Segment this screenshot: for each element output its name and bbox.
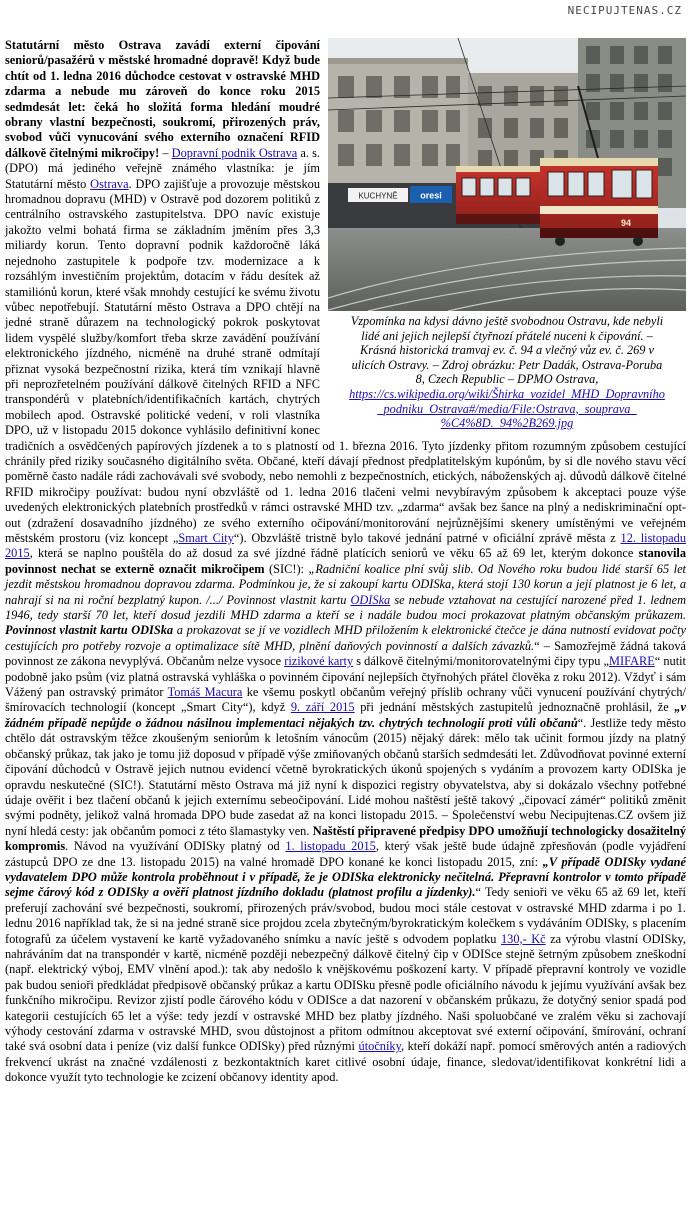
link-date-1-listopadu[interactable]: 1. listopadu 2015 bbox=[285, 839, 376, 854]
link-ostrava[interactable]: Ostrava bbox=[90, 176, 129, 191]
quote-bold-obligation: Povinnost vlastnit kartu ODISka bbox=[5, 623, 174, 638]
article-figure bbox=[328, 38, 686, 431]
tram-photo bbox=[328, 38, 686, 311]
caption-line: Vzpomínka na kdysi dávno ještě svobodnou Ostravu, kde nebyli bbox=[350, 314, 664, 328]
caption-line: Krásná historická tramvaj ev. č. 94 a vlečný vůz ev. č. 269 v bbox=[360, 343, 654, 358]
body-text: , který však ještě bude údajně zpřesňován (podle vyjádření zástupců DPO ze dne 13. listopadu 2015) na valné hromadě DPO konané ke konci listopadu 2015, zní: bbox=[5, 839, 686, 869]
caption-source-link[interactable] bbox=[349, 387, 665, 430]
link-smart-city[interactable]: Smart City bbox=[178, 531, 234, 545]
lead-paragraph: Statutární město Ostrava zavádí externí čipování seniorů/pasažérů v městské hromadné dopravě! Když bude chtít od 1. ledna 2016 důchodce cestovat v ostravské MHD zdarma a nebude mu zároveň do konce roku 2015 sedmdesát let: čeká ho složitá forma hledání moudré obrany vlastní bezpečnosti, soukromí, přirozených práv, svobod vůči vynucování svého externího označení RFID dálkově čitelnými mikročipy! bbox=[5, 38, 320, 160]
link-mifare[interactable]: MIFARE bbox=[609, 654, 655, 669]
link-date-12-listopadu[interactable]: 12. listopadu 2015 bbox=[5, 531, 686, 561]
link-130-kc[interactable]: 130,- Kč bbox=[500, 931, 546, 946]
caption-line: 8, Czech Republic – DPMO Ostrava, bbox=[415, 372, 599, 387]
body-text: při jednání městských zastupitelů jednoznačně prohlásil, že bbox=[354, 700, 675, 715]
site-watermark: NECIPUJTENAS.CZ bbox=[567, 4, 682, 17]
quote-mayor: „v žádném případě nepůjde o žádnou násilnou implementaci nějakých tzv. chytrých technologií proti vůli občanů bbox=[5, 700, 686, 730]
caption-line: lidé ani jejich nejlepší čtyřnozí přátelé nuceni k čipování. – bbox=[361, 328, 653, 343]
shop-sign-brand: oresi bbox=[420, 190, 442, 201]
body-text: “). Obzvláště tristně bylo takové jednání patrné v oficiální zprávě města z bbox=[233, 531, 621, 545]
link-tomas-macura[interactable]: Tomáš Macura bbox=[167, 685, 243, 700]
link-rizikove-karty[interactable]: rizikové karty bbox=[284, 654, 354, 669]
body-text: ke všemu poskytl občanům veřejný příslib ochrany vůči vynucení používání chytrých/šmírovacích technologií (koncept „Smart City“), když bbox=[5, 685, 686, 715]
figure-caption bbox=[328, 311, 686, 431]
body-text: “. Jestliže tedy město chtělo dát ostravským těžce zkoušeným seniorům k letošním vánocům (2015) nějaký dárek: mělo tak učinit formou jízdy na platný občanský průkaz, tak jako je tomu již doposud v případě výše zmiňovaných občanů starších sedmdesáti let. Zdůvodňovat povinné externí čipování důchodců v Ostravě jejich nutnou evidencí včetně byrokratických úkonů spojených s vydáním a provozem karty ODISka je opravdu neskutečné (SIC!). Statutární město Ostrava má již nyní k dispozici registry obyvatelstva, aby si dokázalo všechny potřebné údaje ověřit i bez tlačení občanů k jejich externímu sebeočipování. Lidé mohou naštěstí ještě takový „čipovací zámér“ politiků změnit svými podněty, jelikož valná hromada DPO bude zasedat až na konci listopadu 2015. – Společenství webu Necipujtenas.CZ ovšem již nyní hledá cesty: jak občanům pomoci z této šlamastyky ven. bbox=[5, 715, 686, 838]
body-text: za výrobu vlastní ODISky, nahráváním dat na transpondér v kartě, nicméně později nebezpečný dálkově čitelný čip v ODISce stejně šetrným způsobem zneškodní (např. elektrický výboj, EMV vlnění apod.): tak aby nedošlo k vnějškovému poškození karty. V případě přepravní kontroly ve vozidle pak budou senioři předkládat předpisově občanský průkaz a kartu ODISku přesně podle oficiálního návodu k jejímu využívání avšak bez funkčního mikročipu. Revizor zjistí podle čárového kódu v ODISce a dat nazorení v občanském průkazu, že dotyčný senior spadá pod kategorii cestujících 65 let a výše: tedy jezdí v ostravské MHD bez platby jízdného. Naši spoluobčané ve zralém věku si zachovají výhody cestování zdarma v ostravské MHD, svou důstojnost a přitom odmítnou akceptovat své externí očipování, šmírování, ochraní také svá osobní data i peníze (viz další funkce ODISky) před různými bbox=[5, 931, 686, 1054]
body-text: , kteří dokáží např. pomocí směrových antén a radiových frekvencí ukrást na značné vzdálenosti z bezkontaktních karet citlivé osobní údaje, finance, sledovat/identifikovat konkrétní lidi a dokonce využít tyto technologie ke zcizení občanovy identity apod. bbox=[5, 1039, 686, 1085]
shop-sign-kuchyne: KUCHYNĚ bbox=[358, 191, 398, 201]
quote-official: a prokazovat se jí ve vozidlech MHD přiložením k elektronické čtečce je dána nutností evidovat počty cestujících pro potřeby rozvoje a optimalizace sítě MHD, plnění daňových povinností a dalších závazků. bbox=[5, 623, 686, 653]
body-text: “ – Samozřejmě žádná taková povinnost ze zákona nevyplývá. Občanům nelze vysoce bbox=[5, 638, 687, 669]
quote-dpo-rules: „V případě ODISky vydané vydavatelem DPO může kontrola proběhnout i v případě, že je ODISka elektronicky nečitelná. Přepravní kontrolor v tomto případě sejme čárový kód z ODISky a ověří platnost jízdního dokladu (platnost profilu a jízdenky). bbox=[5, 854, 686, 900]
body-text: . Návod na využívání ODISky platný od bbox=[65, 839, 286, 854]
link-date-9-zari[interactable]: 9. září 2015 bbox=[290, 700, 355, 715]
link-odiska[interactable]: ODISka bbox=[350, 592, 391, 607]
tram-number: 94 bbox=[620, 218, 632, 228]
body-text: “ Tedy senioři ve věku 65 až 69 let, kteří preferují zachování své bezpečnosti, soukromí, přirozených práv/svobod, budou moci stále cestovat v ostravské MHD zdarma i po 1. lednu 2016 například tak, že si na jedné straně sice projdou zcela zbytečným/byrokratickým kolečkem s vydáváním ODISky, s placením fotografů za účelem vystavení ke kartě vyžadovaného snímku a navíc ještě s odvodem poplatku bbox=[5, 885, 686, 946]
body-text: “ nutit podobně jako psům (viz platná ostravská vyhláška o povinném čipování nejlepších čtyřnohých přátel člověka z roku 2012). Vždyť i sám Vážený pan ostravský primátor bbox=[5, 654, 686, 700]
caption-link-line: https://cs.wikipedia.org/wiki/Šhirka_vozidel_MHD_Dopravního bbox=[349, 386, 665, 401]
body-text: s dálkově čitelnými/monitorovatelnými čipy typu „ bbox=[353, 654, 610, 669]
quote-official: „Radniční koalice plní svůj slib. Od Nového roku budou lidé starší 65 let jezdit městskou hromadnou dopravou zdarma. Podmínkou je, že si zakoupí kartu ODISka, která stojí 130 korun a její platnost je 6 let, a nahrají si na ni roční bezplatný kupon. /.../ Povinnost vlastnit kartu bbox=[5, 561, 686, 607]
caption-line: ulicích Ostravy. – Zdroj obrázku: Petr Dadák, Ostrava-Poruba bbox=[351, 357, 663, 372]
link-utocniky[interactable]: útočníky bbox=[358, 1039, 401, 1054]
body-text: (SIC!): bbox=[264, 561, 309, 576]
bold-obligation: stanovila povinnost nechat se externě označit mikročipem bbox=[5, 546, 686, 576]
article bbox=[5, 38, 686, 1086]
caption-link-line: %C4%8D._94%2B269.jpg bbox=[440, 416, 574, 431]
bold-compromise: Naštěstí připravené předpisy DPO umožňují technologicky dosažitelný kompromis bbox=[5, 823, 686, 854]
quote-official: se nebude vztahovat na cestující narozené před 1. lednem 1946, tedy starší 70 let, kteří dosud jezdili MHD zdarma a kteří se i nadále budou moci prokazovat platným občanským průkazem. bbox=[5, 592, 686, 623]
body-text: . DPO zajišťuje a provozuje městskou hromadnou dopravu (MHD) v Ostravě pod dozorem politiků z centrálního ostravského zastupitelstva. DPO navíc existuje jakožto velmi bohatá firma se základním jměním přes 3,3 miliardy korun. Tento dopravní podnik každoročně láká nejednoho zastupitele k podpoře tzv. modernizace a k rozsáhlým investičním projektům, dotacím v řádu desítek až stamiliónů korun, které však mnohdy cestující ke svému životu vůbec nepotřebují. Statutární město Ostrava a DPO chtějí na jedné straně důrazem na technologický pokrok poskytovat lidem vyspělé služby/komfort třeba skrze zavádění používání elektronického jízdného, nicméně na druhé straně odmítají přiznat vysoká bezpečnostní rizika, která tím vznikají hlavně při neprozřetelném používání dálkově čitelných RFID a NFC transpondérů v platebních/identifikačních kartách, chytrých mobilech apod. Ostravské politické vedení, v roli vlastníka DPO, už v listopadu 2015 dokonce vyhlásilo definitivní konec tradičních a osvědčených papírových jízdenek a to s platností od 1. března 2016. Tyto jízdenky přitom rozumným způsobem cestující chránily před riziky současného digitálního světa. Občané, kteří dávají přednost předplatitelským kupónům, by si dle nového stavu věcí poměrně často nadále rádi zachovávali své svobody, nebo nemohli z bezpečnostních, etických, náboženských aj. důvodů dálkově čitelné RFID mikročipy používat: budou nyní obzvláště od 1. ledna 2016 tlačeni velmi nevybíravým způsobem k akceptaci pouze výše uvedených elektronických platebních prostředků v rámci ostravské MHD tzv. „zdarma“ avšak bez šance na plný a nediskriminační opt-out (zdražení dosavadního jízdného) ze svého externího očipování/monitorování nejrůznějšími skenery umístěnými ve veřejném městském prostoru (viz koncept „ bbox=[5, 176, 686, 545]
body-text: a. s. (DPO) má jediného veřejně známého vlastníka: je jím Statutární město bbox=[5, 145, 320, 191]
body-text: , která se naplno pouštěla do až dosud za své jízdné řádně platících seniorů ve věku 65 až 69 let, kterým dokonce bbox=[29, 546, 639, 561]
body-text: – bbox=[159, 145, 172, 160]
caption-link-line: _podniku_Ostrava#/media/File:Ostrava,_souprava_ bbox=[377, 401, 637, 416]
link-dopravni-podnik-ostrava[interactable]: Dopravní podnik Ostrava bbox=[171, 145, 298, 160]
